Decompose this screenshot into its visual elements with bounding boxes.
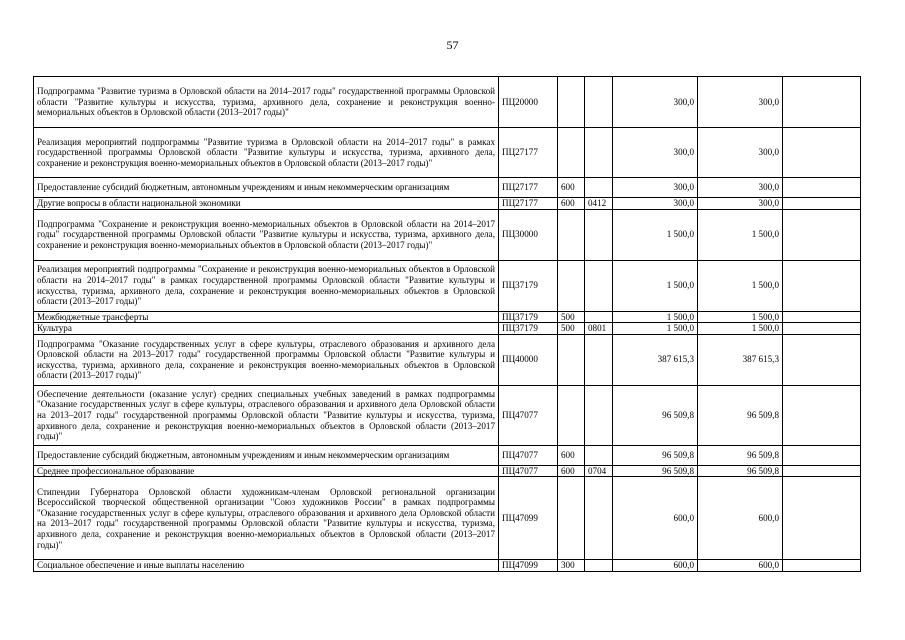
row-amount-cell: 1 500,0 xyxy=(698,260,783,311)
budget-table xyxy=(33,76,861,572)
row-name-cell: Стипендии Губернатора Орловской области художникам-членам Орловской региональной организации Всероссийской творческой общественной организации "Союз художников России" в рамках подпрограммы "Оказание государственных услуг в сфере культуры, отраслевого образования и архивного дела Орловской области на 2013–2017 годы" государственной программы Орловской области "Развитие культуры и искусства, туризма, архивного дела, сохранение и реконструкция военно-мемориальных объектов в Орловской области (2013–2017 годы)" xyxy=(34,477,499,560)
row-name-cell: Предоставление субсидий бюджетным, автономным учреждениям и иным некоммерческим организациям xyxy=(34,445,499,465)
row-code-cell: ПЦ47077 xyxy=(499,385,558,445)
row-amount-cell: 387 615,3 xyxy=(698,334,783,385)
row-code-cell: ПЦ47099 xyxy=(499,560,558,572)
row-amount-cell: 300,0 xyxy=(698,128,783,178)
row-name-cell: Предоставление субсидий бюджетным, автономным учреждениям и иным некоммерческим организациям xyxy=(34,178,499,198)
row-blank-cell xyxy=(783,323,861,335)
row-blank-cell xyxy=(783,178,861,198)
row-section-cell: 300 xyxy=(558,560,585,572)
row-blank-cell xyxy=(783,560,861,572)
row-blank-cell xyxy=(783,311,861,323)
row-code-cell: ПЦ37179 xyxy=(499,260,558,311)
row-amount-cell: 300,0 xyxy=(613,128,698,178)
row-section-cell xyxy=(558,209,585,260)
row-amount-cell: 387 615,3 xyxy=(613,334,698,385)
row-subsection-cell xyxy=(585,260,613,311)
row-name-cell: Обеспечение деятельности (оказание услуг) средних специальных учебных заведений в рамках подпрограммы "Оказание государственных услуг в сфере культуры, отраслевого образования и архивного дела Орловской области на 2013–2017 годы" государственной программы Орловской области "Развитие культуры и искусства, туризма, архивного дела, сохранение и реконструкция военно-мемориальных объектов в Орловской области (2013–2017 годы)" xyxy=(34,385,499,445)
row-amount-cell: 96 509,8 xyxy=(698,385,783,445)
row-amount-cell: 1 500,0 xyxy=(698,209,783,260)
row-code-cell: ПЦ40000 xyxy=(499,334,558,385)
row-amount-cell: 300,0 xyxy=(698,77,783,128)
row-section-cell: 600 xyxy=(558,178,585,198)
row-subsection-cell xyxy=(585,77,613,128)
table-row xyxy=(34,445,861,465)
row-subsection-cell: 0801 xyxy=(585,323,613,335)
row-subsection-cell xyxy=(585,334,613,385)
row-code-cell: ПЦ37179 xyxy=(499,323,558,335)
row-amount-cell: 600,0 xyxy=(613,560,698,572)
row-code-cell: ПЦ37179 xyxy=(499,311,558,323)
row-code-cell: ПЦ20000 xyxy=(499,77,558,128)
table-row xyxy=(34,465,861,477)
row-blank-cell xyxy=(783,128,861,178)
row-name-cell: Среднее профессиональное образование xyxy=(34,465,499,477)
row-code-cell: ПЦ47099 xyxy=(499,477,558,560)
row-subsection-cell xyxy=(585,128,613,178)
row-amount-cell: 300,0 xyxy=(613,178,698,198)
row-name-cell: Культура xyxy=(34,323,499,335)
row-name-cell: Подпрограмма "Развитие туризма в Орловской области на 2014–2017 годы" государственной программы Орловской области "Развитие культуры и искусства, туризма, архивного дела, сохранение и реконструкция военно-мемориальных объектов в Орловской области (2013–2017 годы)" xyxy=(34,77,499,128)
row-name-cell: Межбюджетные трансферты xyxy=(34,311,499,323)
row-name-cell: Другие вопросы в области национальной экономики xyxy=(34,198,499,210)
row-blank-cell xyxy=(783,260,861,311)
row-section-cell xyxy=(558,77,585,128)
row-code-cell: ПЦ27177 xyxy=(499,178,558,198)
row-code-cell: ПЦ27177 xyxy=(499,198,558,210)
row-amount-cell: 300,0 xyxy=(698,178,783,198)
row-blank-cell xyxy=(783,77,861,128)
row-amount-cell: 300,0 xyxy=(698,198,783,210)
table-row xyxy=(34,334,861,385)
row-section-cell xyxy=(558,334,585,385)
row-section-cell: 500 xyxy=(558,323,585,335)
row-code-cell: ПЦ47077 xyxy=(499,465,558,477)
row-name-cell: Подпрограмма "Оказание государственных услуг в сфере культуры, отраслевого образования и архивного дела Орловской области на 2013–2017 годы" государственной программы Орловской области "Развитие культуры и искусства, туризма, архивного дела, сохранение и реконструкция военно-мемориальных объектов в Орловской области (2013–2017 годы)" xyxy=(34,334,499,385)
row-subsection-cell: 0704 xyxy=(585,465,613,477)
row-amount-cell: 96 509,8 xyxy=(613,385,698,445)
row-section-cell: 600 xyxy=(558,445,585,465)
table-row xyxy=(34,128,861,178)
row-amount-cell: 600,0 xyxy=(613,477,698,560)
row-name-cell: Подпрограмма "Сохранение и реконструкция военно-мемориальных объектов в Орловской области на 2014–2017 годы" государственной программы Орловской области "Развитие культуры и искусства, туризма, архивного дела, сохранение и реконструкция военно-мемориальных объектов в Орловской области (2013–2017 годы)" xyxy=(34,209,499,260)
table-row xyxy=(34,385,861,445)
row-amount-cell: 300,0 xyxy=(613,77,698,128)
row-name-cell: Реализация мероприятий подпрограммы "Развитие туризма в Орловской области на 2014–2017 годы" в рамках государственной программы Орловской области "Развитие культуры и искусства, туризма, архивного дела, сохранение и реконструкция военно-мемориальных объектов в Орловской области (2013–2017 годы)" xyxy=(34,128,499,178)
row-section-cell xyxy=(558,260,585,311)
row-amount-cell: 600,0 xyxy=(698,560,783,572)
page-number: 57 xyxy=(446,38,459,52)
row-amount-cell: 600,0 xyxy=(698,477,783,560)
row-subsection-cell xyxy=(585,209,613,260)
row-section-cell: 600 xyxy=(558,465,585,477)
row-section-cell: 500 xyxy=(558,311,585,323)
row-amount-cell: 1 500,0 xyxy=(613,209,698,260)
table-row xyxy=(34,560,861,572)
row-amount-cell: 96 509,8 xyxy=(698,465,783,477)
row-amount-cell: 1 500,0 xyxy=(698,311,783,323)
row-code-cell: ПЦ30000 xyxy=(499,209,558,260)
row-amount-cell: 1 500,0 xyxy=(698,323,783,335)
row-amount-cell: 300,0 xyxy=(613,198,698,210)
table-row xyxy=(34,323,861,335)
row-subsection-cell xyxy=(585,178,613,198)
row-blank-cell xyxy=(783,198,861,210)
row-section-cell xyxy=(558,128,585,178)
row-subsection-cell xyxy=(585,311,613,323)
table-row xyxy=(34,260,861,311)
row-blank-cell xyxy=(783,445,861,465)
row-subsection-cell xyxy=(585,477,613,560)
row-blank-cell xyxy=(783,465,861,477)
row-subsection-cell xyxy=(585,445,613,465)
row-amount-cell: 96 509,8 xyxy=(698,445,783,465)
table-row xyxy=(34,209,861,260)
row-subsection-cell xyxy=(585,385,613,445)
row-blank-cell xyxy=(783,209,861,260)
table-row xyxy=(34,178,861,198)
row-blank-cell xyxy=(783,334,861,385)
row-name-cell: Реализация мероприятий подпрограммы "Сохранение и реконструкция военно-мемориальных объектов в Орловской области на 2014–2017 годы" в рамках государственной программы Орловской области "Развитие культуры и искусства, туризма, архивного дела, сохранение и реконструкция военно-мемориальных объектов в Орловской области (2013–2017 годы)" xyxy=(34,260,499,311)
row-amount-cell: 1 500,0 xyxy=(613,323,698,335)
table-row xyxy=(34,477,861,560)
table-row xyxy=(34,198,861,210)
row-amount-cell: 96 509,8 xyxy=(613,465,698,477)
row-amount-cell: 96 509,8 xyxy=(613,445,698,465)
row-section-cell xyxy=(558,477,585,560)
row-blank-cell xyxy=(783,477,861,560)
row-subsection-cell: 0412 xyxy=(585,198,613,210)
table-row xyxy=(34,311,861,323)
row-blank-cell xyxy=(783,385,861,445)
table-row xyxy=(34,77,861,128)
row-amount-cell: 1 500,0 xyxy=(613,311,698,323)
row-code-cell: ПЦ47077 xyxy=(499,445,558,465)
row-section-cell: 600 xyxy=(558,198,585,210)
row-subsection-cell xyxy=(585,560,613,572)
row-amount-cell: 1 500,0 xyxy=(613,260,698,311)
row-code-cell: ПЦ27177 xyxy=(499,128,558,178)
row-section-cell xyxy=(558,385,585,445)
row-name-cell: Социальное обеспечение и иные выплаты населению xyxy=(34,560,499,572)
